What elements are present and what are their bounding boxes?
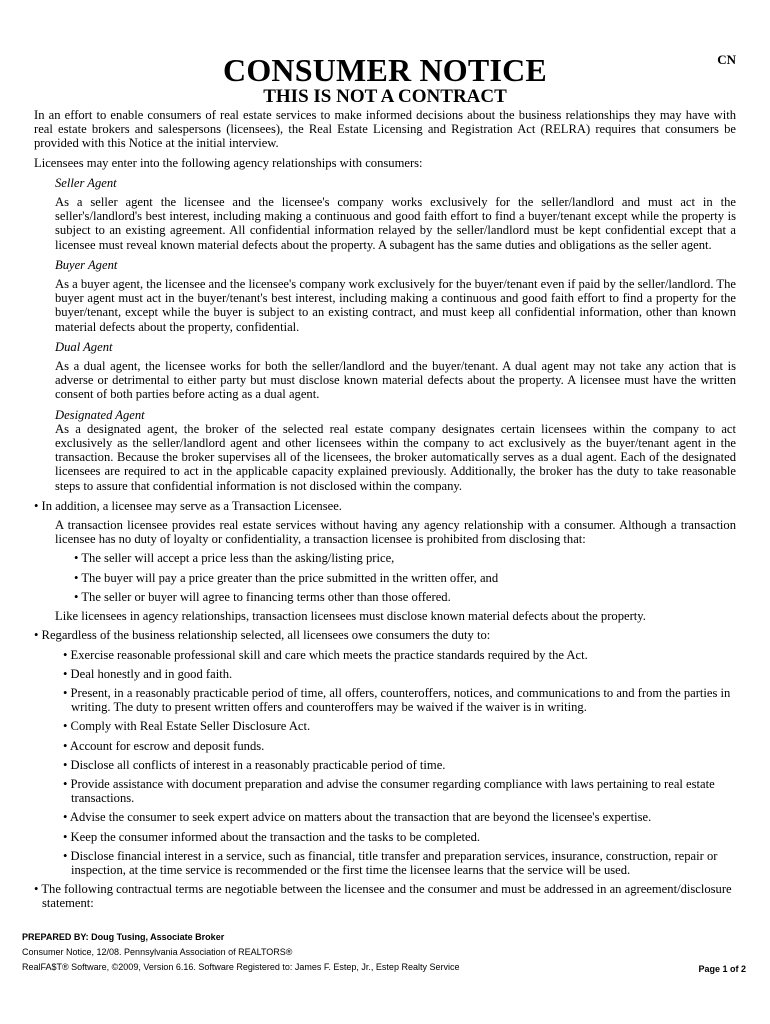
list-item: • Comply with Real Estate Seller Disclosure Act. [63, 719, 311, 734]
list-item: • Disclose all conflicts of interest in a reasonably practicable period of time. [63, 757, 446, 772]
list-item: • The seller or buyer will agree to financing terms other than those offered. [74, 589, 451, 604]
form-info: Consumer Notice, 12/08. Pennsylvania Association of REALTORS® [22, 947, 293, 957]
designated-agent-text: As a designated agent, the broker of the selected real estate company designates certain licensees within the company to act exclusively as the seller/landlord agent and other licensees within the company to act exclusively as the buyer/tenant agent in the transaction. Because the broker supervises all of the licensees, the broker automatically serves as a dual agent. Each of the designated licensees are required to act in the applicable capacity explained previously. Additionally, the broker has the duty to take reasonable steps to assure that confidential information is not disclosed within the company. [55, 421, 736, 493]
list-item: • Keep the consumer informed about the transaction and the tasks to be completed. [63, 829, 481, 844]
list-item: • Deal honestly and in good faith. [63, 666, 233, 681]
buyer-agent-text: As a buyer agent, the licensee and the licensee's company work exclusively for the buyer/tenant even if paid by the seller/landlord. The buyer agent must act in the buyer/tenant's best interest, including making a continuous and good faith effort to find a property for the buyer/tenant, except while the buyer is subject to an existing contract, and must keep all confidential information, other than known material defects about the property, confidential. [55, 277, 736, 334]
list-item: • Account for escrow and deposit funds. [63, 738, 265, 753]
transaction-licensee-text: A transaction licensee provides real estate services without having any agency relationship with a consumer. Although a transaction licensee has no duty of loyalty or confidentiality, a transaction licensee is prohibited from disclosing that: [55, 518, 736, 547]
contractual-terms-bullet: • The following contractual terms are negotiable between the licensee and the consumer and must be addressed in an agreement/disclosure statement: [34, 882, 732, 911]
software-info: RealFA$T® Software, ©2009, Version 6.16. Software Registered to: James F. Estep, Jr., Estep Realty Service [22, 962, 460, 972]
list-item: • Present, in a reasonably practicable period of time, all offers, counteroffers, notices, and communications to and from the parties in writing. The duty to present written offers and counteroffers may be waived if the waiver is in writing. [63, 685, 731, 715]
notice-body [34, 108, 736, 911]
buyer-agent-heading: Buyer Agent [55, 257, 118, 272]
page-number: Page 1 of 2 [698, 964, 746, 974]
page-subtitle: THIS IS NOT A CONTRACT [263, 86, 507, 107]
list-item: • Advise the consumer to seek expert advice on matters about the transaction that are beyond the licensee's expertise. [63, 810, 652, 825]
footer [22, 930, 459, 975]
transaction-licensee-note: Like licensees in agency relationships, transaction licensees must disclose known material defects about the property. [55, 609, 646, 624]
list-item: • Exercise reasonable professional skill and care which meets the practice standards required by the Act. [63, 647, 588, 662]
seller-agent-text: As a seller agent the licensee and the licensee's company works exclusively for the seller/landlord and must act in the seller's/landlord's best interest, including making a continuous and good faith effort to find a buyer/tenant except while the property is subject to an existing agreement. All confidential information relayed by the seller/landlord must be kept confidential except that a licensee must reveal known material defects about the property. A subagent has the same duties and obligations as the seller agent. [55, 195, 736, 252]
list-item: • Provide assistance with document preparation and advise the consumer regarding compliance with laws pertaining to real estate transactions. [63, 776, 715, 806]
prepared-by: PREPARED BY: Doug Tusing, Associate Broker [22, 932, 225, 942]
list-item: • The buyer will pay a price greater than the price submitted in the written offer, and [74, 570, 499, 585]
intro-paragraph: In an effort to enable consumers of real estate services to make informed decisions about the business relationships they may have with real estate brokers and salespersons (licensees), the Real Estate Licensing and Registration Act (RELRA) requires that consumers be provided with this Notice at the initial interview. [34, 108, 736, 151]
agency-lead: Licensees may enter into the following agency relationships with consumers: [34, 155, 423, 170]
list-item: • The seller will accept a price less than the asking/listing price, [74, 551, 395, 566]
page-title: CONSUMER NOTICE [223, 52, 547, 88]
designated-agent-heading: Designated Agent [55, 407, 145, 422]
seller-agent-heading: Seller Agent [55, 175, 117, 190]
list-item: • Disclose financial interest in a service, such as financial, title transfer and preparation services, insurance, construction, repair or inspection, at the time service is recommended or the first time the licensee learns that the service will be used. [63, 848, 718, 877]
transaction-licensee-bullet: • In addition, a licensee may serve as a Transaction Licensee. [34, 498, 342, 513]
duties-bullet: • Regardless of the business relationship selected, all licensees owe consumers the duty to: [34, 628, 491, 643]
form-code: CN [717, 52, 736, 67]
dual-agent-heading: Dual Agent [55, 339, 113, 354]
dual-agent-text: As a dual agent, the licensee works for both the seller/landlord and the buyer/tenant. A dual agent may not take any action that is adverse or detrimental to either party but must disclose known material defects about the property. A licensee must have the written consent of both parties before acting as a dual agent. [55, 359, 736, 402]
